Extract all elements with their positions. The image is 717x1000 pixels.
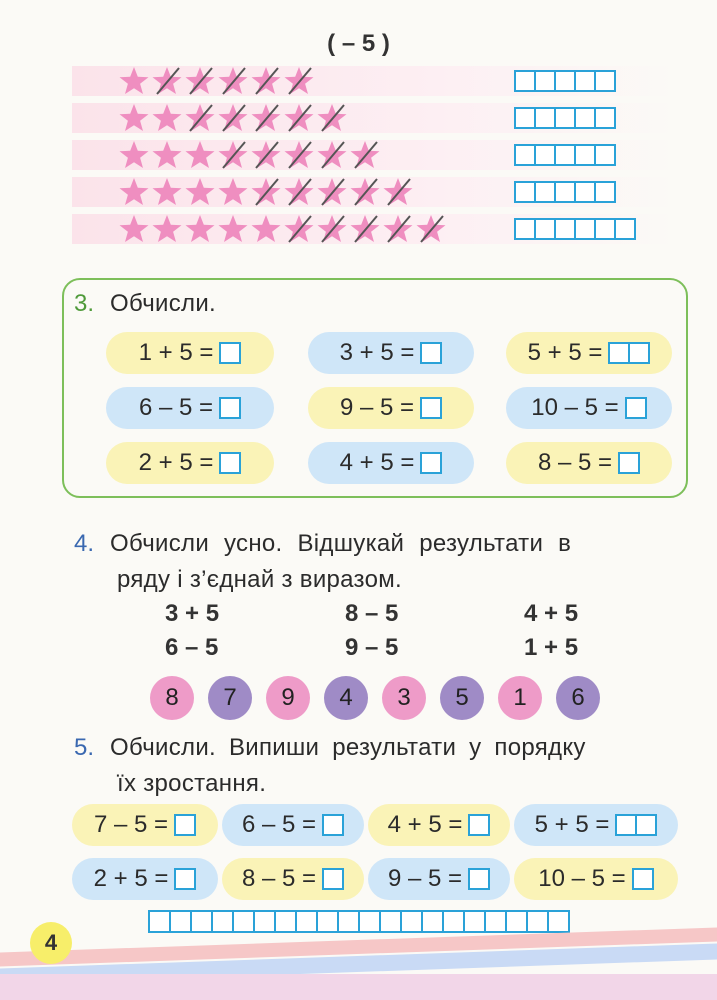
task3-expression <box>106 332 274 374</box>
answer-box[interactable] <box>420 342 442 364</box>
task5-expression <box>222 804 364 846</box>
answer-boxes[interactable] <box>420 452 442 474</box>
expression-text: 4 + 5 = <box>387 811 463 838</box>
answer-boxes[interactable] <box>514 70 616 92</box>
answer-box[interactable] <box>505 910 528 933</box>
crossed-star-icon <box>316 213 348 245</box>
answer-box[interactable] <box>232 910 255 933</box>
star-icon <box>184 176 216 208</box>
answer-box[interactable] <box>514 70 536 92</box>
expression-text: 6 – 5 = <box>241 811 317 838</box>
expression-text: 8 – 5 = <box>537 449 613 476</box>
expression-text: 7 – 5 = <box>93 811 169 838</box>
answer-box[interactable] <box>534 144 556 166</box>
star-icon <box>118 176 150 208</box>
expression-text: 1 + 5 = <box>138 339 214 366</box>
task5-expression <box>222 858 364 900</box>
crossed-star-icon <box>217 139 249 171</box>
answer-boxes[interactable] <box>514 107 616 129</box>
star-icon <box>118 213 150 245</box>
answer-box[interactable] <box>337 910 360 933</box>
number-circle[interactable]: 1 <box>498 676 542 720</box>
answer-boxes[interactable] <box>420 342 442 364</box>
star-icon <box>118 65 150 97</box>
answer-box[interactable] <box>574 218 596 240</box>
crossed-star-icon <box>283 139 315 171</box>
answer-boxes[interactable] <box>615 814 657 836</box>
task4-expression: 3 + 5 <box>165 600 220 627</box>
answer-boxes[interactable] <box>420 397 442 419</box>
answer-box[interactable] <box>625 397 647 419</box>
answer-box[interactable] <box>554 107 576 129</box>
star-icon <box>184 213 216 245</box>
star-icon <box>118 102 150 134</box>
star-icon <box>217 176 249 208</box>
task5-expression <box>514 804 678 846</box>
task3-expression <box>506 442 672 484</box>
task5-answer-boxes[interactable] <box>148 910 570 933</box>
star-row <box>118 175 414 209</box>
answer-box[interactable] <box>534 181 556 203</box>
task5-expression <box>72 804 218 846</box>
answer-box[interactable] <box>174 814 196 836</box>
answer-box[interactable] <box>574 181 596 203</box>
crossed-star-icon <box>283 176 315 208</box>
answer-box[interactable] <box>554 144 576 166</box>
expression-text: 4 + 5 = <box>339 449 415 476</box>
star-icon <box>250 213 282 245</box>
answer-box[interactable] <box>514 107 536 129</box>
expression-text: 5 + 5 = <box>527 339 603 366</box>
answer-box[interactable] <box>574 107 596 129</box>
task5-expression <box>368 804 510 846</box>
answer-box[interactable] <box>594 107 616 129</box>
star-row <box>118 64 315 98</box>
answer-box[interactable] <box>211 910 234 933</box>
number-circle[interactable]: 4 <box>324 676 368 720</box>
task4-line2: ряду і з’єднай з виразом. <box>117 566 403 593</box>
answer-box[interactable] <box>554 218 576 240</box>
answer-box[interactable] <box>190 910 213 933</box>
task4-line1: Обчисли усно. Відшукай результати в <box>110 530 572 557</box>
answer-box[interactable] <box>594 144 616 166</box>
crossed-star-icon <box>316 176 348 208</box>
answer-box[interactable] <box>274 910 297 933</box>
answer-box[interactable] <box>219 452 241 474</box>
number-circle[interactable]: 3 <box>382 676 426 720</box>
answer-box[interactable] <box>484 910 507 933</box>
answer-boxes[interactable] <box>174 868 196 890</box>
crossed-star-icon <box>250 176 282 208</box>
crossed-star-icon <box>184 102 216 134</box>
crossed-star-icon <box>316 102 348 134</box>
task3-heading <box>74 290 216 318</box>
task3-expression <box>506 387 672 429</box>
crossed-star-icon <box>151 65 183 97</box>
star-icon <box>118 139 150 171</box>
number-circle[interactable]: 9 <box>266 676 310 720</box>
number-circle[interactable]: 7 <box>208 676 252 720</box>
task3-number: 3. <box>74 290 95 317</box>
answer-boxes[interactable] <box>468 868 490 890</box>
answer-box[interactable] <box>400 910 423 933</box>
answer-box[interactable] <box>463 910 486 933</box>
answer-boxes[interactable] <box>625 397 647 419</box>
crossed-star-icon <box>382 176 414 208</box>
answer-box[interactable] <box>554 181 576 203</box>
answer-box[interactable] <box>169 910 192 933</box>
task3-expression <box>106 442 274 484</box>
answer-box[interactable] <box>594 181 616 203</box>
answer-boxes[interactable] <box>618 452 640 474</box>
answer-box[interactable] <box>632 868 654 890</box>
task3-text: Обчисли. <box>110 290 217 317</box>
answer-box[interactable] <box>420 397 442 419</box>
answer-box[interactable] <box>148 910 171 933</box>
answer-box[interactable] <box>219 342 241 364</box>
answer-box[interactable] <box>526 910 549 933</box>
answer-box[interactable] <box>379 910 402 933</box>
expression-text: 9 – 5 = <box>387 865 463 892</box>
crossed-star-icon <box>184 65 216 97</box>
star-row <box>118 101 348 135</box>
star-icon <box>151 102 183 134</box>
task5-expression <box>368 858 510 900</box>
star-icon <box>151 176 183 208</box>
task5-line2: їх зростання. <box>117 770 267 797</box>
star-icon <box>184 139 216 171</box>
expression-text: 8 – 5 = <box>241 865 317 892</box>
answer-boxes[interactable] <box>468 814 490 836</box>
answer-boxes[interactable] <box>174 814 196 836</box>
answer-box[interactable] <box>219 397 241 419</box>
crossed-star-icon <box>217 102 249 134</box>
answer-boxes[interactable] <box>632 868 654 890</box>
task3-expression <box>308 332 474 374</box>
crossed-star-icon <box>316 139 348 171</box>
crossed-star-icon <box>382 213 414 245</box>
task4-expression: 4 + 5 <box>524 600 579 627</box>
answer-box[interactable] <box>608 342 630 364</box>
expression-text: 10 – 5 = <box>531 394 619 421</box>
answer-box[interactable] <box>421 910 444 933</box>
task3-expression <box>506 332 672 374</box>
star-icon <box>151 139 183 171</box>
crossed-star-icon <box>283 102 315 134</box>
task4-expression: 1 + 5 <box>524 634 579 661</box>
answer-box[interactable] <box>534 218 556 240</box>
crossed-star-icon <box>349 139 381 171</box>
answer-box[interactable] <box>322 814 344 836</box>
crossed-star-icon <box>250 65 282 97</box>
crossed-star-icon <box>349 213 381 245</box>
decor-stripe-lilac <box>0 974 717 1000</box>
answer-box[interactable] <box>358 910 381 933</box>
answer-boxes[interactable] <box>514 181 616 203</box>
number-circle[interactable]: 5 <box>440 676 484 720</box>
answer-boxes[interactable] <box>322 814 344 836</box>
task3-expression <box>308 442 474 484</box>
answer-box[interactable] <box>615 814 637 836</box>
answer-box[interactable] <box>547 910 570 933</box>
task4-expression: 8 – 5 <box>345 600 399 627</box>
crossed-star-icon <box>283 65 315 97</box>
section-title: ( – 5 ) <box>327 30 390 57</box>
task5-line1: Обчисли. Випиши результати у порядку <box>110 734 586 761</box>
answer-box[interactable] <box>316 910 339 933</box>
expression-text: 9 – 5 = <box>339 394 415 421</box>
number-circle[interactable]: 8 <box>150 676 194 720</box>
expression-text: 3 + 5 = <box>339 339 415 366</box>
answer-box[interactable] <box>594 218 616 240</box>
answer-box[interactable] <box>514 144 536 166</box>
answer-box[interactable] <box>253 910 276 933</box>
answer-box[interactable] <box>628 342 650 364</box>
answer-box[interactable] <box>442 910 465 933</box>
answer-boxes[interactable] <box>608 342 650 364</box>
answer-box[interactable] <box>635 814 657 836</box>
answer-box[interactable] <box>420 452 442 474</box>
crossed-star-icon <box>250 102 282 134</box>
crossed-star-icon <box>250 139 282 171</box>
task4-number: 4. <box>74 530 95 557</box>
task3-expression <box>106 387 274 429</box>
number-circle[interactable]: 6 <box>556 676 600 720</box>
answer-box[interactable] <box>554 70 576 92</box>
answer-box[interactable] <box>614 218 636 240</box>
task5-expression <box>72 858 218 900</box>
answer-boxes[interactable] <box>219 452 241 474</box>
expression-text: 5 + 5 = <box>534 811 610 838</box>
star-row <box>118 138 381 172</box>
answer-box[interactable] <box>594 70 616 92</box>
answer-box[interactable] <box>174 868 196 890</box>
star-row <box>118 212 447 246</box>
answer-boxes[interactable] <box>219 342 241 364</box>
answer-boxes[interactable] <box>322 868 344 890</box>
answer-box[interactable] <box>574 144 596 166</box>
task4-expression: 9 – 5 <box>345 634 399 661</box>
expression-text: 6 – 5 = <box>138 394 214 421</box>
answer-box[interactable] <box>322 868 344 890</box>
answer-box[interactable] <box>295 910 318 933</box>
page-number: 4 <box>30 922 72 964</box>
answer-box[interactable] <box>534 70 556 92</box>
expression-text: 2 + 5 = <box>93 865 169 892</box>
crossed-star-icon <box>217 65 249 97</box>
crossed-star-icon <box>283 213 315 245</box>
answer-boxes[interactable] <box>514 144 616 166</box>
answer-box[interactable] <box>618 452 640 474</box>
star-icon <box>217 213 249 245</box>
answer-box[interactable] <box>514 218 536 240</box>
answer-box[interactable] <box>574 70 596 92</box>
answer-box[interactable] <box>514 181 536 203</box>
crossed-star-icon <box>415 213 447 245</box>
task4-expression: 6 – 5 <box>165 634 219 661</box>
answer-boxes[interactable] <box>514 218 636 240</box>
answer-box[interactable] <box>468 814 490 836</box>
task3-expression <box>308 387 474 429</box>
task4-circles <box>150 676 600 720</box>
task4-heading <box>74 530 571 594</box>
crossed-star-icon <box>349 176 381 208</box>
star-icon <box>151 213 183 245</box>
task5-expression <box>514 858 678 900</box>
task5-number: 5. <box>74 734 95 761</box>
expression-text: 10 – 5 = <box>538 865 626 892</box>
answer-boxes[interactable] <box>219 397 241 419</box>
expression-text: 2 + 5 = <box>138 449 214 476</box>
answer-box[interactable] <box>534 107 556 129</box>
answer-box[interactable] <box>468 868 490 890</box>
task5-heading <box>74 734 586 798</box>
